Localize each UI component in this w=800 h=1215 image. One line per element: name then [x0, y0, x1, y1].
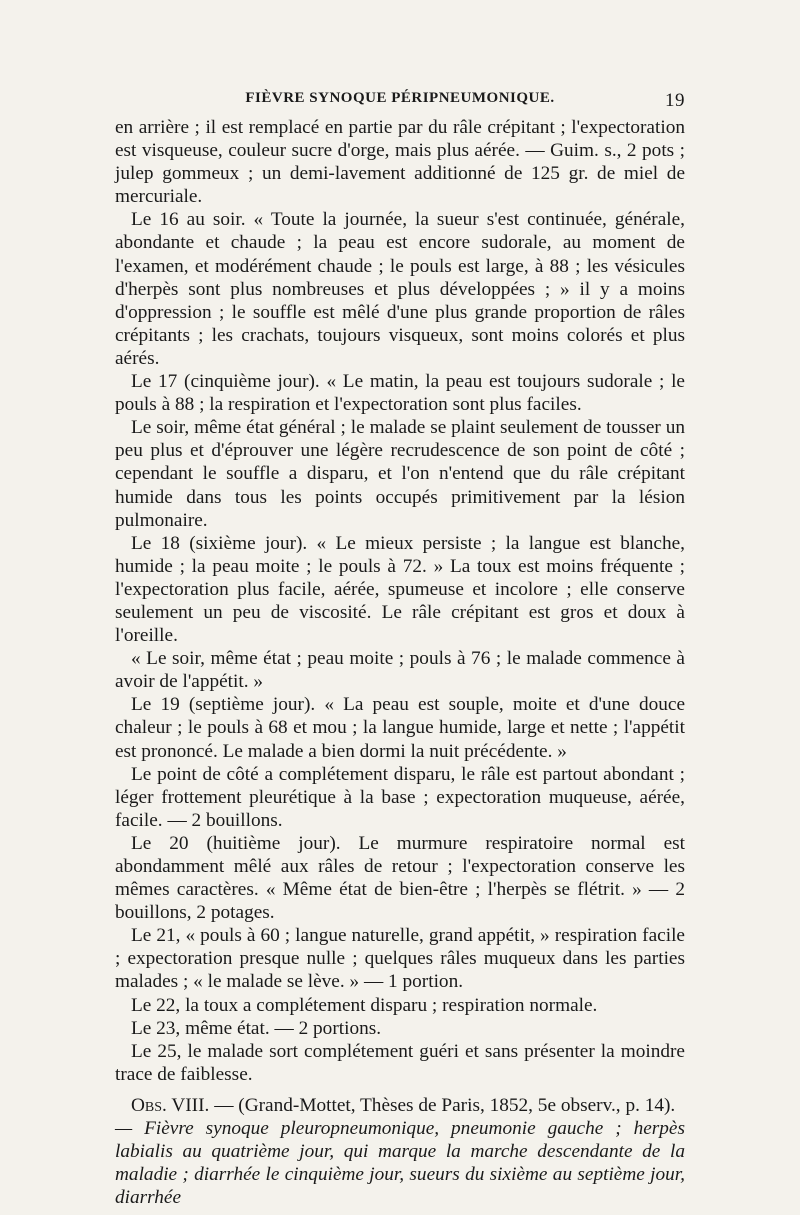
page-body — [115, 116, 685, 1209]
paragraph-10: Le 21, « pouls à 60 ; langue naturelle, grand appétit, » respiration facile ; expectoration presque nulle ; quelques râles muqueux dans les parties malades ; « le malade se lève. » — 1 portion. — [115, 925, 685, 993]
paragraph-1: en arrière ; il est remplacé en partie par du râle crépitant ; l'expectoration est visqueuse, couleur sucre d'orge, mais plus aérée. — Guim. s., 2 pots ; julep gommeux ; un demi-lavement additionné de 125 gr. de miel de mercuriale. — [115, 117, 685, 208]
observation-summary: — Fièvre synoque pleuropneumonique, pneumonie gauche ; herpès labialis au quatrième jour, qui marque la marche descendante de la maladie ; diarrhée le cinquième jour, sueurs du sixième au septième jour, diarrhée — [115, 1118, 685, 1209]
observation-heading — [115, 1094, 685, 1117]
paragraph-11: Le 22, la toux a complétement disparu ; respiration normale. — [131, 994, 598, 1016]
paragraph-7: Le 19 (septième jour). « La peau est souple, moite et d'une douce chaleur ; le pouls à 68 et mou ; la langue humide, large et nette ; l'appétit est prononcé. Le malade a bien dormi la nuit précédente. » — [115, 694, 685, 762]
page — [115, 90, 685, 1209]
observation-label: Obs. VIII. — [131, 1094, 210, 1116]
paragraph-2: Le 16 au soir. « Toute la journée, la sueur s'est continuée, générale, abondante et chaude ; la peau est encore sudorale, au moment de l'examen, et modérément chaude ; le pouls est large, à 88 ; les vésicules d'herpès sont plus nombreuses et plus développées ; » il y a moins d'oppression ; le souffle est mêlé d'une plus grande proportion de râles crépitants ; les crachats, toujours visqueux, sont moins colorés et plus aérés. — [115, 209, 685, 369]
paragraph-8: Le point de côté a complétement disparu, le râle est partout abondant ; léger frottement pleurétique à la base ; expectoration muqueuse, aérée, facile. — 2 bouillons. — [115, 763, 685, 831]
page-number: 19 — [665, 90, 685, 111]
paragraph-6: « Le soir, même état ; peau moite ; pouls à 76 ; le malade commence à avoir de l'appétit. » — [115, 648, 685, 693]
paragraph-4: Le soir, même état général ; le malade se plaint seulement de tousser un peu plus et d'éprouver une légère recrudescence de son point de côté ; cependant le souffle a disparu, et l'on n'entend que du râle crépitant humide dans tous les points occupés primitivement par la lésion pulmonaire. — [115, 417, 685, 531]
paragraph-13: Le 25, le malade sort complétement guéri et sans présenter la moindre trace de faiblesse. — [115, 1040, 685, 1085]
paragraph-3: Le 17 (cinquième jour). « Le matin, la peau est toujours sudorale ; le pouls à 88 ; la respiration et l'expectoration sont plus faciles. — [115, 371, 685, 416]
running-header — [115, 90, 685, 116]
paragraph-9: Le 20 (huitième jour). Le murmure respiratoire normal est abondamment mêlé aux râles de retour ; l'expectoration conserve les mêmes caractères. « Même état de bien-être ; l'herpès se flétrit. » — 2 bouillons, 2 potages. — [115, 832, 685, 924]
running-title: FIÈVRE SYNOQUE PÉRIPNEUMONIQUE. — [245, 90, 555, 106]
paragraph-5: Le 18 (sixième jour). « Le mieux persiste ; la langue est blanche, humide ; la peau moite ; le pouls à 72. » La toux est moins fréquente ; l'expectoration plus facile, aérée, spumeuse et incolore ; elle conserve seulement un peu de viscosité. Le râle crépitant est gros et doux à l'oreille. — [115, 532, 685, 647]
paragraph-12: Le 23, même état. — 2 portions. — [131, 1017, 382, 1039]
observation-reference: — (Grand-Mottet, Thèses de Paris, 1852, 5e observ., p. 14). — [214, 1094, 676, 1116]
